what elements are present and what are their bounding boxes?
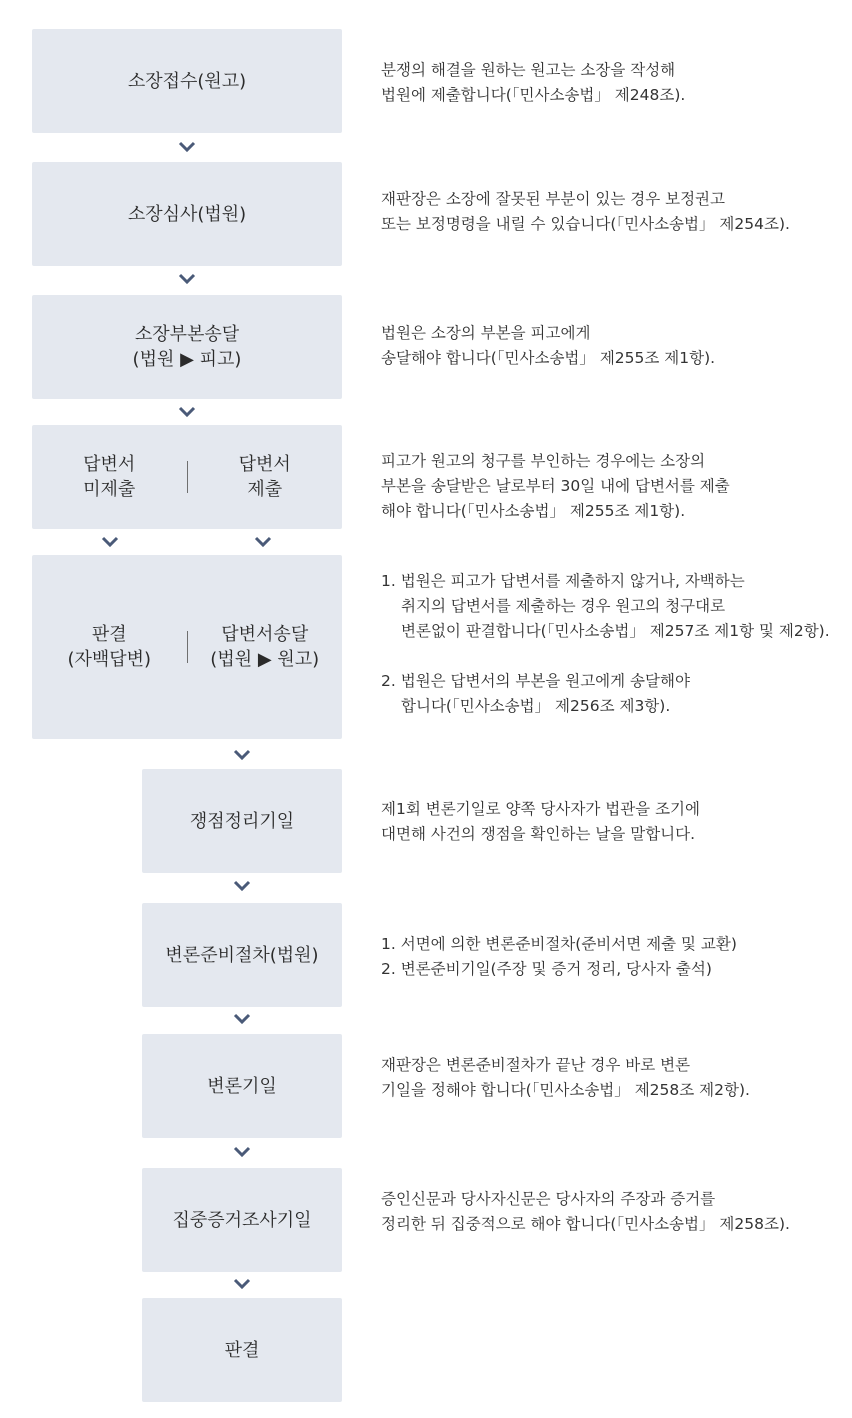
desc-line: 2. 법원은 답변서의 부본을 원고에게 송달해야: [381, 672, 690, 690]
answer-service: [188, 555, 343, 739]
chevron-down-icon: [178, 406, 196, 418]
step-label: 소장접수(원고): [127, 70, 247, 92]
chevron-down-icon: [101, 536, 119, 548]
step-label: 변론기일: [207, 1075, 277, 1097]
chevron-down-icon: [233, 1278, 251, 1290]
step-label: 변론준비절차(법원): [165, 944, 319, 966]
step-label: 판결: [224, 1339, 260, 1361]
step-label-line: 소장부본송달: [134, 324, 240, 345]
step-box-issue-arrangement: [142, 769, 342, 873]
desc-line: 부본을 송달받은 날로부터 30일 내에 답변서를 제출: [381, 477, 730, 495]
desc-line: 취지의 답변서를 제출하는 경우 원고의 청구대로: [401, 597, 726, 615]
step-description: [381, 321, 715, 371]
step-label: 쟁점정리기일: [189, 810, 295, 832]
desc-line: 제1회 변론기일로 양쪽 당사자가 법관을 조기에: [381, 800, 700, 818]
desc-line: 기일을 정해야 합니다(「민사소송법」 제258조 제2항).: [381, 1081, 750, 1099]
desc-line: 재판장은 변론준비절차가 끝난 경우 바로 변론: [381, 1056, 691, 1074]
desc-line: 재판장은 소장에 잘못된 부분이 있는 경우 보정권고: [381, 190, 725, 208]
step-label-line: 답변서: [83, 454, 136, 475]
step-label-line: 미제출: [83, 479, 136, 500]
desc-line: 증인신문과 당사자신문은 당사자의 주장과 증거를: [381, 1190, 716, 1208]
desc-line: 분쟁의 해결을 원하는 원고는 소장을 작성해: [381, 61, 676, 79]
step-description: [381, 449, 730, 524]
step-box-pleading-preparation: [142, 903, 342, 1007]
desc-line: 정리한 뒤 집중적으로 해야 합니다(「민사소송법」 제258조).: [381, 1215, 790, 1233]
desc-line: 1. 서면에 의한 변론준비절차(준비서면 제출 및 교환): [381, 935, 737, 953]
step-label-line: (자백답변): [67, 649, 152, 670]
chevron-down-icon: [233, 880, 251, 892]
step-box-pleading-date: [142, 1034, 342, 1138]
judgment-admission: [32, 555, 187, 739]
step-label-line: 판결: [91, 624, 127, 645]
desc-line: 송달해야 합니다(「민사소송법」 제255조 제1항).: [381, 349, 716, 367]
step-label-line: 답변서: [238, 454, 291, 475]
desc-line: 법원에 제출합니다(「민사소송법」 제248조).: [381, 86, 686, 104]
step-box-complaint-service: [32, 295, 342, 399]
chevron-down-icon: [233, 1146, 251, 1158]
answer-not-submitted: [32, 425, 187, 529]
step-description: [381, 1187, 790, 1237]
step-label-line: (법원 ▶ 피고): [132, 349, 242, 370]
desc-line: 대면해 사건의 쟁점을 확인하는 날을 말합니다.: [381, 825, 696, 843]
desc-line: 법원은 소장의 부본을 피고에게: [381, 324, 591, 342]
step-label-line: 답변서송달: [221, 624, 309, 645]
step-box-complaint-review: [32, 162, 342, 266]
step-label-line: 제출: [247, 479, 283, 500]
desc-line: 해야 합니다(「민사소송법」 제255조 제1항).: [381, 502, 686, 520]
step-description: [381, 58, 685, 108]
desc-line: 1. 법원은 피고가 답변서를 제출하지 않거나, 자백하는: [381, 572, 745, 590]
chevron-down-icon: [233, 749, 251, 761]
chevron-down-icon: [178, 141, 196, 153]
answer-submitted: [188, 425, 343, 529]
chevron-down-icon: [254, 536, 272, 548]
chevron-down-icon: [233, 1013, 251, 1025]
step-description: [381, 187, 790, 237]
step-label: 집중증거조사기일: [172, 1209, 312, 1231]
step-box-complaint-filing: [32, 29, 342, 133]
desc-line: 변론없이 판결합니다(「민사소송법」 제257조 제1항 및 제2항).: [401, 622, 830, 640]
step-box-judgment-or-answer-service: [32, 555, 342, 739]
step-label-line: (법원 ▶ 원고): [210, 649, 320, 670]
step-description: [381, 1053, 750, 1103]
step-description: [381, 797, 700, 847]
step-box-answer: [32, 425, 342, 529]
step-description: [381, 932, 737, 982]
spacer: [381, 644, 830, 669]
chevron-down-icon: [178, 273, 196, 285]
step-box-evidence-examination: [142, 1168, 342, 1272]
step-box-judgment: [142, 1298, 342, 1402]
step-description: [381, 569, 830, 719]
desc-line: 2. 변론준비기일(주장 및 증거 정리, 당사자 출석): [381, 960, 712, 978]
desc-line: 피고가 원고의 청구를 부인하는 경우에는 소장의: [381, 452, 706, 470]
desc-line: 또는 보정명령을 내릴 수 있습니다(「민사소송법」 제254조).: [381, 215, 790, 233]
step-label: 소장심사(법원): [127, 203, 247, 225]
desc-line: 합니다(「민사소송법」 제256조 제3항).: [401, 697, 671, 715]
